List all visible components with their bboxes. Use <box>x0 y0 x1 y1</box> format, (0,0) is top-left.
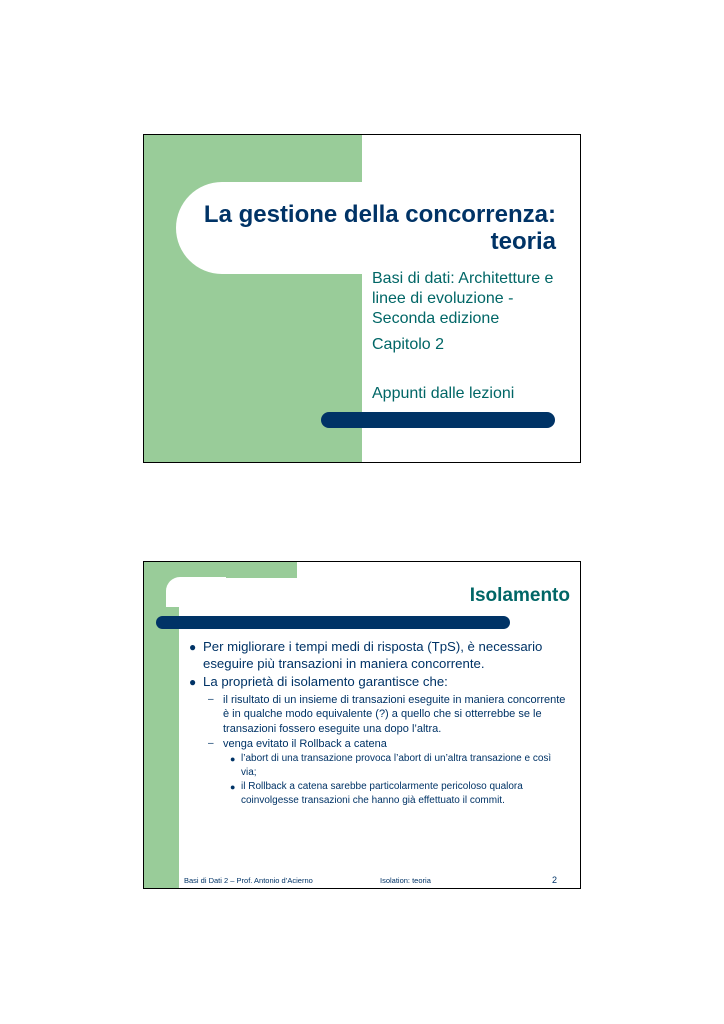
chapter-label: Capitolo 2 <box>372 336 445 353</box>
sub-bullet-item <box>189 737 569 752</box>
slide-title: Isolamento <box>469 585 570 606</box>
sub-sub-bullet-text: l’abort di una transazione provoca l’abort di un’altra transazione e così via; <box>241 752 552 778</box>
notes-label: Appunti dalle lezioni <box>372 385 515 402</box>
sub-sub-bullet-item <box>189 780 569 808</box>
sub-sub-bullet-item <box>189 752 569 780</box>
sub-sub-bullet-text: il Rollback a catena sarebbe particolarmente pericoloso qualora coinvolgesse transazioni che hanno già effettuato il commit. <box>241 780 523 806</box>
green-left-band <box>144 562 179 888</box>
sub-bullet-text: venga evitato il Rollback a catena <box>223 738 387 750</box>
accent-bar <box>321 412 555 428</box>
footer-author: Basi di Dati 2 – Prof. Antonio d’Acierno <box>184 876 313 885</box>
slide-title: La gestione della concorrenza: teoria <box>203 201 556 255</box>
bullet-icon: ● <box>230 753 236 764</box>
corner-shape <box>166 577 226 607</box>
accent-bar <box>156 616 510 629</box>
sub-bullet-item <box>189 693 569 737</box>
slide-1 <box>143 134 581 463</box>
footer-topic: Isolation: teoria <box>380 876 431 885</box>
bullet-text: Per migliorare i tempi medi di risposta (TpS), è necessario eseguire più transazioni in maniera concorrente. <box>203 639 543 671</box>
bullet-item <box>189 639 569 672</box>
dash-icon: – <box>208 738 214 749</box>
bullet-icon: ● <box>189 675 197 689</box>
slide-content <box>189 639 569 808</box>
dash-icon: – <box>208 693 214 705</box>
page-number: 2 <box>552 875 558 885</box>
sub-bullet-text: il risultato di un insieme di transazioni eseguite in maniera concorrente è in qualche modo equivalente (?) a quello che si otterrebbe se le transazioni fossero eseguite una dopo l’altra. <box>223 693 566 735</box>
slide-subtitle: Basi di dati: Architetture e linee di evoluzione - Seconda edizione <box>372 270 554 327</box>
bullet-icon: ● <box>189 640 197 654</box>
slide-2 <box>143 561 581 889</box>
bullet-text: La proprietà di isolamento garantisce che: <box>203 674 448 689</box>
bullet-icon: ● <box>230 781 236 792</box>
bullet-item <box>189 674 569 691</box>
